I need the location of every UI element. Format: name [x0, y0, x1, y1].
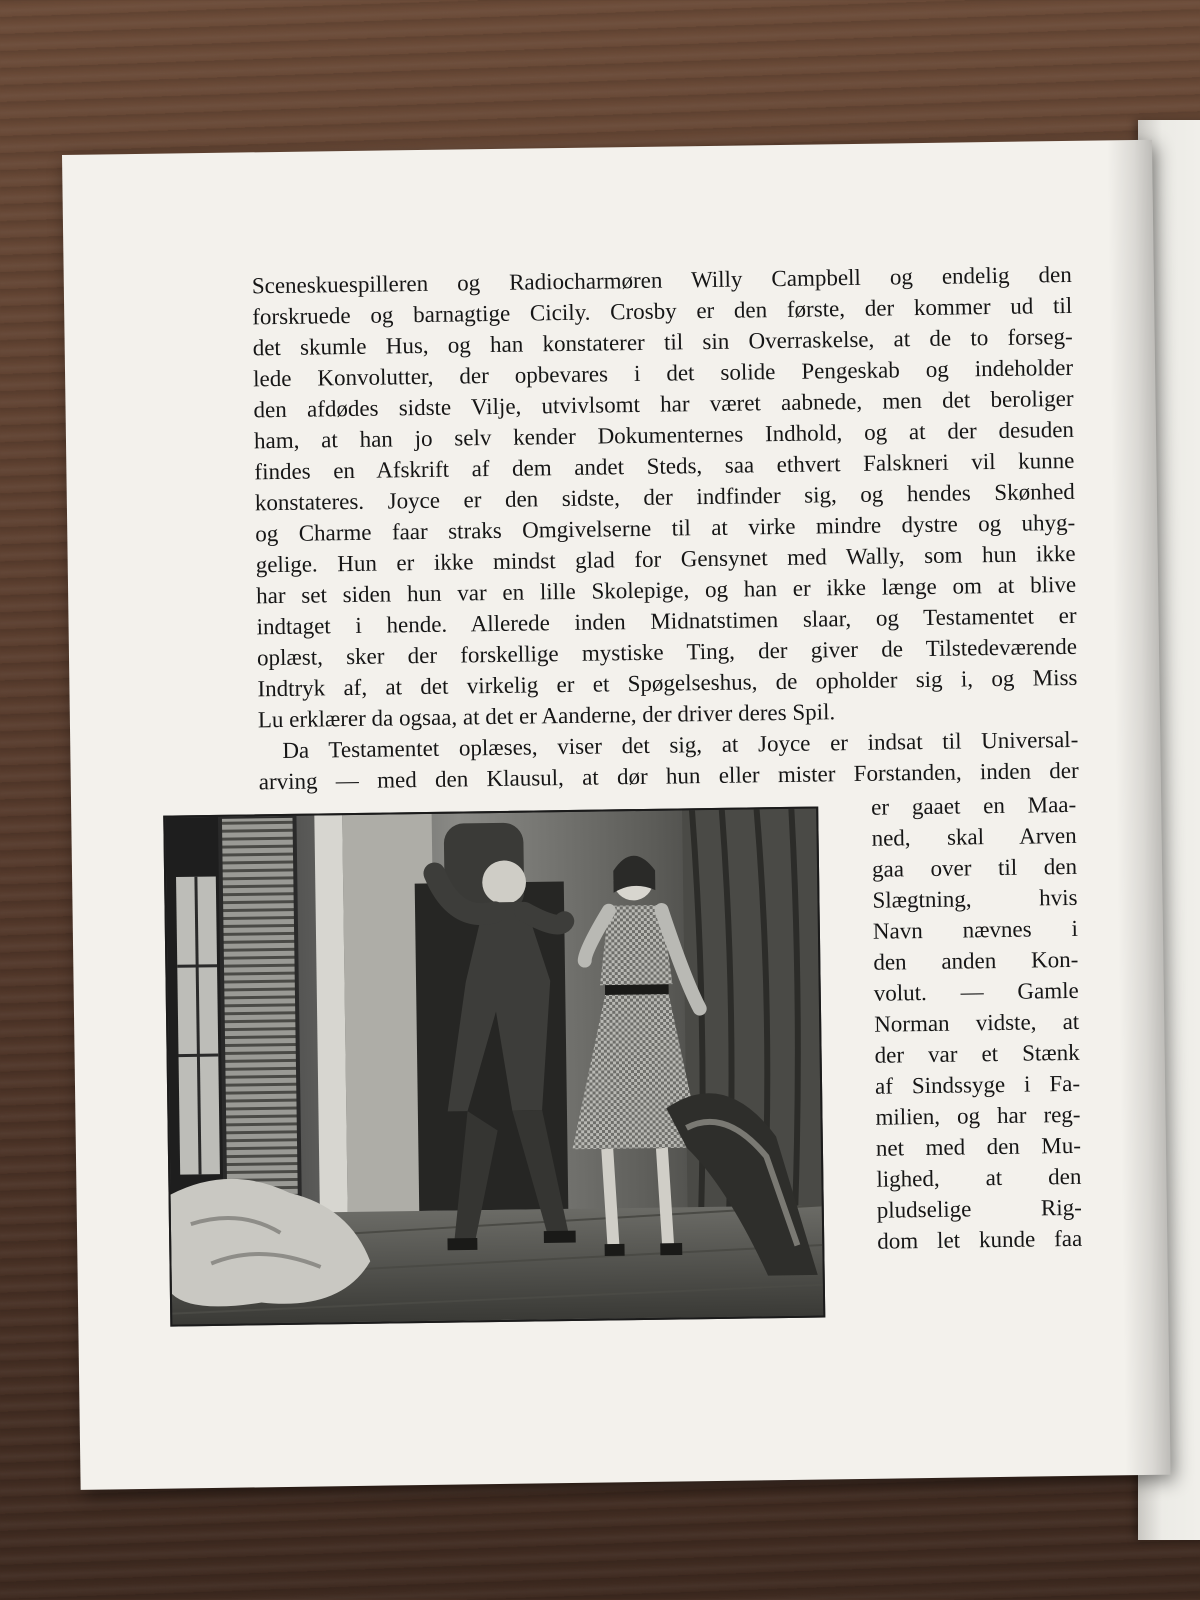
side-text-line: milien, og har reg-: [875, 1101, 1081, 1130]
film-still-photo: [163, 807, 825, 1327]
side-text-line: pludselige Rig-: [876, 1194, 1082, 1223]
side-column-text: [871, 789, 1082, 1257]
side-text-line: Slægtning, hvis: [872, 884, 1078, 913]
side-text-line: af Sindssyge i Fa-: [874, 1070, 1081, 1099]
side-text-line: der var et Stænk: [874, 1039, 1080, 1068]
text-line: den afdødes sidste Vilje, utvivlsomt har været aabnede, men det beroliger: [253, 385, 1074, 423]
text-line: oplæst, sker der forskellige mystiske Ting, der giver de Tilstedeværende: [256, 633, 1078, 671]
side-text-line: den anden Kon-: [873, 946, 1079, 975]
text-line: konstateres. Joyce er den sidste, der indfinder sig, og hendes Skønhed: [254, 478, 1075, 516]
side-text-line: lighed, at den: [876, 1163, 1082, 1192]
booklet-page: [62, 140, 1171, 1490]
text-line: Indtryk af, at det virkelig er et Spøgelseshus, de opholder sig i, og Miss: [257, 664, 1078, 702]
side-text-line: er gaaet en Maa-: [871, 791, 1077, 820]
side-text-line: dom let kunde faa: [877, 1225, 1083, 1254]
text-line: Lu erklærer da ogsaa, at det er Aanderne, der driver deres Spil.: [257, 699, 836, 733]
side-text-line: gaa over til den: [871, 853, 1078, 882]
text-line: findes en Afskrift af dem andet Steds, saa ethvert Falskneri vil kunne: [254, 447, 1075, 485]
side-text-line: Navn nævnes i: [872, 915, 1079, 944]
text-line: har set siden hun var en lille Skolepige, og han er ikke længe om at blive: [255, 571, 1077, 609]
text-line: og Charme faar straks Omgivelserne til at virke mindre dystre og uhyg-: [255, 509, 1076, 547]
text-line: arving — med den Klausul, at dør hun eller mister Forstanden, inden der: [258, 757, 1079, 795]
text-line: indtaget i hende. Allerede inden Midnatstimen slaar, og Testamentet er: [256, 602, 1077, 640]
side-text-line: ned, skal Arven: [871, 822, 1077, 851]
side-text-line: volut. — Gamle: [873, 977, 1079, 1006]
text-line: Da Testamentet oplæses, viser det sig, at Joyce er indsat til Universal-: [282, 726, 1079, 763]
text-line: ham, at han jo selv kender Dokumenternes Indhold, og at der desuden: [253, 416, 1075, 454]
main-text: [252, 259, 1079, 797]
side-text-line: net med den Mu-: [875, 1132, 1082, 1161]
text-line: Sceneskuespilleren og Radiocharmøren Willy Campbell og endelig den: [251, 261, 1072, 299]
text-line: det skumle Hus, og han konstaterer til sin Overraskelse, at de to forseg-: [252, 323, 1073, 361]
text-line: lede Konvolutter, der opbevares i det solide Pengeskab og indeholder: [252, 354, 1074, 392]
text-line: forskruede og barnagtige Cicily. Crosby er den første, der kommer ud til: [252, 292, 1073, 330]
text-line: gelige. Hun er ikke mindst glad for Gensynet med Wally, som hun ikke: [255, 540, 1076, 578]
side-text-line: Norman vidste, at: [874, 1008, 1080, 1037]
